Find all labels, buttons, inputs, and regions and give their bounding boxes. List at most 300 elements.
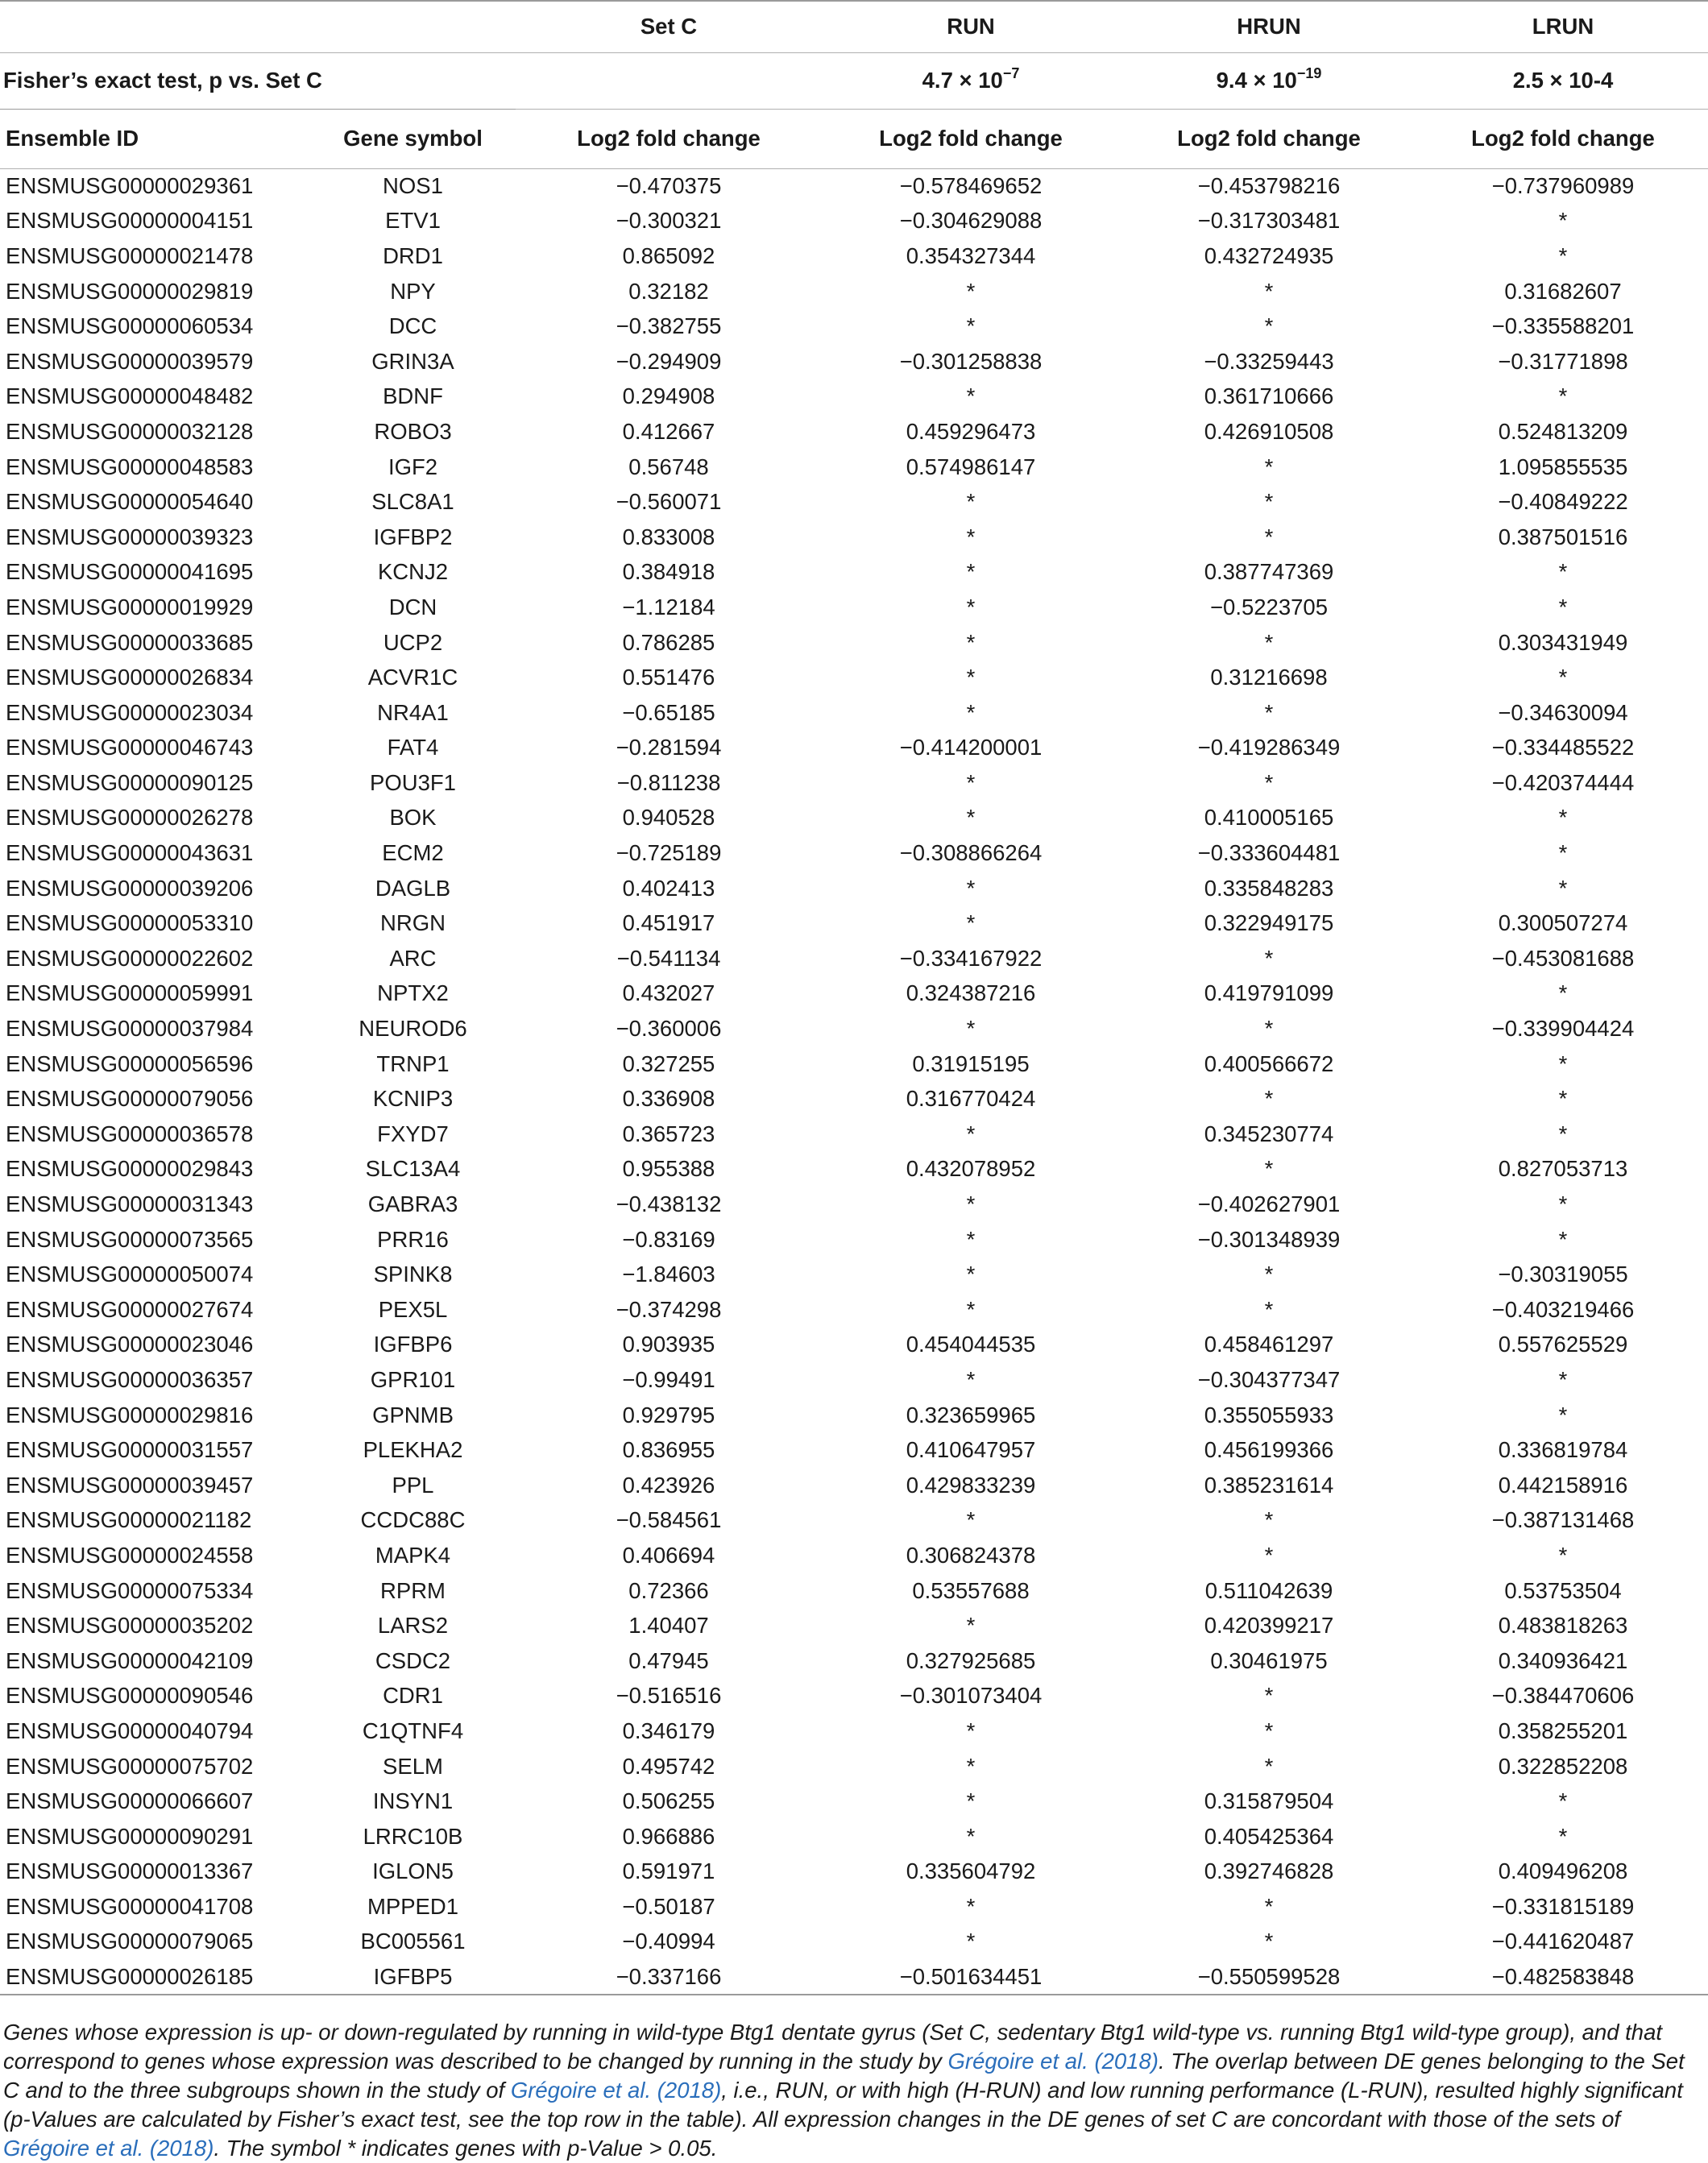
lrun-value-cell: −0.387131468 [1491,1507,1635,1533]
gene-symbol-cell: PRR16 [377,1226,449,1252]
hrun-value-cell: * [1264,1893,1274,1919]
setc-value-cell: 0.432027 [622,980,715,1006]
hrun-value-cell: −0.402627901 [1197,1191,1341,1217]
gene-symbol-cell: SELM [383,1753,443,1779]
ensemble-id-cell: ENSMUSG00000032128 [6,418,254,444]
gene-symbol-cell: PLEKHA2 [363,1437,463,1463]
lrun-value-cell: * [1558,980,1568,1006]
lrun-value-cell: * [1558,1402,1568,1427]
ensemble-id-cell: ENSMUSG00000040794 [6,1718,254,1743]
lrun-value-cell: −0.441620487 [1491,1929,1635,1954]
run-value-cell: * [966,699,976,725]
setc-value-cell: 0.384918 [622,559,715,585]
blank-header-cell [0,1,310,52]
gene-symbol-cell: NPTX2 [377,980,449,1006]
hrun-value-cell: * [1264,1753,1274,1779]
gene-symbol-cell: RPRM [380,1577,446,1603]
run-value-cell: 0.324387216 [906,980,1036,1006]
run-value-cell: * [966,1788,976,1814]
fisher-lrun-p: 2.5 × 10-4 [1418,52,1708,109]
hrun-log2fc-header: Log2 fold change [1177,126,1361,151]
table-row [0,414,1708,450]
run-value-cell: * [966,383,976,409]
run-value-cell: * [966,665,976,690]
lrun-value-cell: * [1558,1788,1568,1814]
gene-symbol-cell: BDNF [383,383,443,409]
lrun-value-cell: * [1558,1086,1568,1112]
run-value-cell: * [966,1016,976,1042]
ensemble-id-cell: ENSMUSG00000042109 [6,1647,254,1673]
run-value-cell: * [966,1823,976,1849]
ensemble-id-cell: ENSMUSG00000026185 [0,1959,310,1995]
ensemble-id-cell: ENSMUSG00000023046 [6,1332,254,1357]
hrun-value-cell: * [1264,945,1274,971]
ensemble-id-cell: ENSMUSG00000027674 [6,1296,254,1322]
hrun-value-cell: −0.419286349 [1197,735,1341,760]
ensemble-id-cell: ENSMUSG00000053310 [6,910,254,936]
ensemble-id-cell: ENSMUSG00000026278 [6,805,254,831]
table-row [0,450,1708,485]
lrun-value-cell: 0.340936421 [1498,1647,1628,1673]
run-value-cell: * [966,559,976,585]
run-value-cell: −0.414200001 [899,735,1043,760]
lrun-value-cell: 0.336819784 [1498,1437,1628,1463]
ensemble-id-cell: ENSMUSG00000048583 [6,454,254,479]
setc-value-cell: 0.929795 [622,1402,715,1427]
lrun-value-cell: * [1558,1191,1568,1217]
ensemble-id-cell: ENSMUSG00000041708 [6,1893,254,1919]
ensemble-id-cell: ENSMUSG00000060534 [6,313,254,339]
table-row [0,801,1708,836]
gene-symbol-cell: IGLON5 [372,1858,454,1884]
table-row [0,1713,1708,1749]
hrun-value-cell: 0.456199366 [1204,1437,1334,1463]
ensemble-id-cell: ENSMUSG00000026834 [6,665,254,690]
table-row [0,1046,1708,1082]
lrun-value-cell: * [1558,1823,1568,1849]
gene-symbol-cell: UCP2 [383,629,443,655]
gene-symbol-cell: POU3F1 [370,769,456,795]
table-row [0,590,1708,625]
gene-symbol-cell: SPINK8 [373,1262,453,1287]
ensemble-id-cell: ENSMUSG00000024558 [6,1542,254,1568]
setc-value-cell: −0.811238 [616,769,721,795]
reference-link[interactable]: Grégoire et al. (2018) [3,2136,214,2161]
lrun-value-cell: 0.827053713 [1498,1156,1628,1182]
gene-symbol-cell: ARC [389,945,437,971]
hrun-value-cell: −0.333604481 [1197,840,1341,866]
run-value-cell: * [966,1718,976,1743]
table-row [0,1468,1708,1503]
run-value-cell: * [966,1753,976,1779]
run-value-cell: 0.459296473 [906,418,1036,444]
hrun-value-cell: 0.420399217 [1204,1613,1334,1639]
ensemble-id-cell: ENSMUSG00000029361 [6,173,254,199]
hrun-value-cell: 0.30461975 [1210,1647,1328,1673]
table-row [0,1854,1708,1890]
setc-value-cell: −0.99491 [622,1366,715,1392]
lrun-value-cell: −0.40849222 [1498,489,1628,515]
hrun-value-cell: −0.317303481 [1197,208,1341,234]
lrun-value-cell: * [1558,875,1568,901]
hrun-value-cell: * [1264,1016,1274,1042]
lrun-value-cell: 0.358255201 [1498,1718,1628,1743]
setc-value-cell: 0.402413 [622,875,715,901]
setc-value-cell: 0.955388 [622,1156,715,1182]
table-row [0,1432,1708,1468]
table-row [0,660,1708,695]
hrun-value-cell: * [1264,313,1274,339]
run-value-cell: * [966,524,976,549]
gene-symbol-cell: NEUROD6 [359,1016,467,1042]
table-row [0,344,1708,379]
table-row [0,1608,1708,1643]
setc-value-cell: −0.584561 [616,1507,722,1533]
ensemble-id-cell: ENSMUSG00000048482 [6,383,254,409]
table-row [0,1538,1708,1573]
hrun-value-cell: * [1264,524,1274,549]
table-row [0,731,1708,766]
table-row [0,1152,1708,1187]
lrun-value-cell: −0.403219466 [1491,1296,1635,1322]
lrun-value-cell: * [1558,1050,1568,1076]
blank-header-cell [310,1,516,52]
setc-value-cell: 1.40407 [628,1613,709,1639]
gene-symbol-cell: DRD1 [383,242,443,268]
gene-symbol-cell: CSDC2 [375,1647,451,1673]
gene-symbol-cell: TRNP1 [376,1050,450,1076]
run-value-cell: −0.308866264 [899,840,1043,866]
gene-symbol-cell: PEX5L [378,1296,448,1322]
lrun-value-cell: 0.483818263 [1498,1613,1628,1639]
ensemble-id-cell: ENSMUSG00000035202 [6,1613,254,1639]
lrun-value-cell: * [1558,1542,1568,1568]
setc-value-cell: −0.65185 [622,699,715,725]
table-row [0,941,1708,976]
hrun-value-cell: 0.419791099 [1204,980,1334,1006]
run-value-cell: * [966,1121,976,1146]
blank-fisher-cell [516,52,822,109]
reference-link[interactable]: Grégoire et al. (2018) [947,2049,1159,2074]
setc-value-cell: −0.300321 [616,208,722,234]
table-row [0,1925,1708,1960]
hrun-value-cell: 0.410005165 [1204,805,1334,831]
table-row [0,238,1708,274]
set-c-header: Set C [640,14,698,39]
ensemble-id-cell: ENSMUSG00000029843 [6,1156,254,1182]
gene-symbol-cell: NPY [390,278,436,304]
setc-value-cell: −1.84603 [622,1262,715,1287]
gene-symbol-cell: NR4A1 [377,699,449,725]
hrun-value-cell: 0.511042639 [1204,1577,1333,1603]
hrun-value-cell: 0.400566672 [1204,1050,1334,1076]
lrun-value-cell: 0.409496208 [1498,1858,1628,1884]
lrun-value-cell: * [1558,383,1568,409]
reference-link[interactable]: Grégoire et al. (2018) [510,2078,722,2103]
lrun-value-cell: * [1558,559,1568,585]
setc-value-cell: −0.438132 [616,1191,722,1217]
run-value-cell: 0.316770424 [906,1086,1036,1112]
table-row [0,625,1708,661]
gene-symbol-cell: GABRA3 [367,1191,458,1217]
setc-value-cell: −0.470375 [616,173,722,199]
hrun-value-cell: 0.315879504 [1204,1788,1334,1814]
table-row [0,1398,1708,1433]
hrun-value-cell: 0.355055933 [1204,1402,1334,1427]
run-value-cell: −0.301258838 [899,348,1043,374]
column-header-row [0,109,1708,168]
run-value-cell: * [966,1366,976,1392]
run-value-cell: 0.335604792 [906,1858,1036,1884]
setc-value-cell: 0.865092 [622,242,715,268]
run-value-cell: −0.578469652 [899,173,1043,199]
setc-value-cell: 0.786285 [622,629,715,655]
setc-value-cell: 0.506255 [622,1788,715,1814]
run-value-cell: 0.31915195 [912,1050,1030,1076]
setc-value-cell: 0.451917 [622,910,715,936]
gene-symbol-cell: IGFBP2 [373,524,453,549]
setc-value-cell: 0.940528 [622,805,715,831]
gene-symbol-header: Gene symbol [310,109,516,168]
gene-symbol-cell: GRIN3A [371,348,454,374]
ensemble-id-cell: ENSMUSG00000073565 [6,1226,254,1252]
gene-symbol-cell: NRGN [380,910,446,936]
table-row [0,1643,1708,1679]
run-value-cell: −0.301073404 [899,1683,1043,1709]
fisher-label [0,52,516,109]
fisher-run-exp: −7 [1002,64,1020,81]
ensemble-id-cell: ENSMUSG00000023034 [6,699,254,725]
hrun-value-cell: −0.550599528 [1120,1959,1418,1995]
hrun-value-cell: * [1264,699,1274,725]
lrun-value-cell: −0.420374444 [1491,769,1635,795]
ensemble-id-cell: ENSMUSG00000029819 [6,278,254,304]
gene-symbol-cell: IGFBP5 [310,1959,516,1995]
gene-symbol-cell: FAT4 [387,735,439,760]
lrun-value-cell: 0.53753504 [1504,1577,1622,1603]
lrun-value-cell: 0.524813209 [1498,418,1628,444]
table-row [0,1749,1708,1784]
gene-symbol-cell: ECM2 [382,840,444,866]
ensemble-id-cell: ENSMUSG00000031557 [6,1437,254,1463]
hrun-value-cell: −0.33259443 [1204,348,1334,374]
run-value-cell: * [966,1262,976,1287]
lrun-value-cell: −0.453081688 [1491,945,1635,971]
ensemble-id-cell: ENSMUSG00000054640 [6,489,254,515]
setc-value-cell: 0.365723 [622,1121,715,1146]
table-row [0,1187,1708,1222]
ensemble-id-cell: ENSMUSG00000059991 [6,980,254,1006]
lrun-value-cell: 0.303431949 [1498,629,1628,655]
run-value-cell: * [966,1296,976,1322]
setc-value-cell: 0.327255 [622,1050,715,1076]
run-value-cell: * [966,1893,976,1919]
setc-value-cell: 0.423926 [622,1472,715,1498]
fisher-hrun-base: 9.4 × 10 [1216,68,1297,93]
ensemble-id-cell: ENSMUSG00000075334 [6,1577,254,1603]
lrun-value-cell: 0.300507274 [1498,910,1628,936]
lrun-value-cell: * [1558,840,1568,866]
setc-value-cell: 0.833008 [622,524,715,549]
ensemble-id-header: Ensemble ID [0,109,310,168]
table-body [0,168,1708,1995]
setc-value-cell: −0.560071 [616,489,722,515]
table-row [0,1784,1708,1819]
gene-symbol-cell: BOK [389,805,437,831]
setc-value-cell: −0.337166 [516,1959,822,1995]
run-value-cell: 0.323659965 [906,1402,1036,1427]
hrun-value-cell: 0.335848283 [1204,875,1334,901]
ensemble-id-cell: ENSMUSG00000090125 [6,769,254,795]
hrun-value-cell: 0.385231614 [1204,1472,1334,1498]
setc-value-cell: 0.56748 [628,454,709,479]
run-value-cell: * [966,278,976,304]
run-value-cell: 0.574986147 [906,454,1036,479]
gene-symbol-cell: SLC13A4 [365,1156,461,1182]
lrun-value-cell: −0.334485522 [1491,735,1635,760]
table-row [0,1889,1708,1925]
ensemble-id-cell: ENSMUSG00000021182 [6,1507,252,1533]
ensemble-id-cell: ENSMUSG00000039206 [6,875,254,901]
run-value-cell: 0.432078952 [906,1156,1036,1182]
set-header-row [0,1,1708,52]
lrun-value-cell: −0.737960989 [1491,173,1635,199]
lrun-value-cell: −0.331815189 [1491,1893,1635,1919]
run-value-cell: * [966,769,976,795]
run-value-cell: −0.334167922 [899,945,1043,971]
ensemble-id-cell: ENSMUSG00000039323 [6,524,254,549]
run-value-cell: 0.429833239 [906,1472,1036,1498]
setc-value-cell: −0.294909 [616,348,722,374]
hrun-value-cell: −0.304377347 [1197,1366,1341,1392]
table-row [0,871,1708,906]
table-row [0,835,1708,871]
run-value-cell: −0.304629088 [899,208,1043,234]
hrun-value-cell: 0.322949175 [1204,910,1334,936]
table-row [0,1959,1708,1995]
setc-value-cell: 0.32182 [628,278,709,304]
gene-symbol-cell: CDR1 [383,1683,443,1709]
lrun-value-cell: * [1558,1226,1568,1252]
lrun-value-cell: 0.31682607 [1504,278,1622,304]
hrun-value-cell: 0.387747369 [1204,559,1334,585]
table-row [0,204,1708,239]
gene-symbol-cell: ROBO3 [374,418,452,444]
table-row [0,1222,1708,1258]
setc-value-cell: 0.591971 [622,1858,715,1884]
lrun-value-cell: −0.31771898 [1498,348,1628,374]
run-value-cell: * [966,875,976,901]
gene-symbol-cell: FXYD7 [377,1121,449,1146]
lrun-value-cell: 0.322852208 [1498,1753,1628,1779]
gene-symbol-cell: PPL [392,1472,434,1498]
hrun-header: HRUN [1237,14,1301,39]
gene-symbol-cell: ETV1 [385,208,441,234]
ensemble-id-cell: ENSMUSG00000022602 [6,945,254,971]
run-value-cell: * [966,1226,976,1252]
table-row [0,1011,1708,1046]
run-value-cell: 0.327925685 [906,1647,1036,1673]
hrun-value-cell: * [1264,278,1274,304]
hrun-value-cell: 0.426910508 [1204,418,1334,444]
table-row [0,274,1708,309]
table-row [0,765,1708,801]
run-value-cell: 0.454044535 [906,1332,1036,1357]
footnote-part-2: . The overlap between DE genes belonging to the Set C and to the three subgroups shown in the study of [3,2049,1685,2103]
hrun-value-cell: * [1264,1718,1274,1743]
lrun-value-cell: −0.30319055 [1498,1262,1628,1287]
ensemble-id-cell: ENSMUSG00000036357 [6,1366,254,1392]
fisher-run-p [822,52,1120,109]
setc-value-cell: −0.50187 [622,1893,715,1919]
gene-symbol-cell: MAPK4 [375,1542,451,1568]
hrun-value-cell: 0.392746828 [1204,1858,1334,1884]
table-row [0,695,1708,731]
ensemble-id-cell: ENSMUSG00000039457 [6,1472,254,1498]
gene-symbol-cell: IGF2 [388,454,438,479]
hrun-value-cell: −0.453798216 [1197,173,1341,199]
setc-value-cell: −0.281594 [616,735,722,760]
setc-value-cell: −0.360006 [616,1016,722,1042]
fisher-label-text: Fisher’s exact test, p vs. Set C [3,68,322,93]
setc-value-cell: 0.551476 [622,665,715,690]
run-value-cell: * [966,489,976,515]
footnote-part-1: Genes whose expression is up- or down-regulated by running in wild-type Btg1 dentate gyrus (Set C, sedentary Btg1 wild-type vs. running Btg1 wild-type group), and that correspond to genes whose expression was described to be changed by running in the study by [3,2020,1663,2074]
run-value-cell: * [966,629,976,655]
gene-symbol-cell: IGFBP6 [373,1332,453,1357]
table-row [0,379,1708,415]
ensemble-id-cell: ENSMUSG00000056596 [6,1050,254,1076]
setc-value-cell: −0.382755 [616,313,722,339]
lrun-value-cell: * [1558,1121,1568,1146]
setc-value-cell: 0.72366 [628,1577,709,1603]
table-row [0,1362,1708,1398]
hrun-value-cell: * [1264,1086,1274,1112]
ensemble-id-cell: ENSMUSG00000019929 [6,594,254,619]
hrun-value-cell: −0.5223705 [1209,594,1329,619]
setc-value-cell: −0.374298 [616,1296,722,1322]
table-row [0,1573,1708,1609]
run-value-cell: * [966,1507,976,1533]
run-value-cell: * [966,1613,976,1639]
gene-symbol-cell: CCDC88C [360,1507,466,1533]
lrun-value-cell: * [1558,242,1568,268]
lrun-value-cell: * [1558,594,1568,619]
setc-value-cell: −0.516516 [616,1683,722,1709]
table-row [0,1679,1708,1714]
run-value-cell: * [966,313,976,339]
ensemble-id-cell: ENSMUSG00000033685 [6,629,254,655]
footnote-part-3: , i.e., RUN, or with high (H-RUN) and low running performance (L-RUN), resulted highly significant (p-Values are calculated by Fisher’s exact test, see the top row in the table). All expression changes in the DE genes of set C are concordant with those of the sets of [3,2078,1683,2132]
gene-symbol-cell: DCC [388,313,437,339]
gene-symbol-cell: MPPED1 [367,1893,459,1919]
hrun-value-cell: * [1264,629,1274,655]
gene-symbol-cell: C1QTNF4 [362,1718,464,1743]
ensemble-id-cell: ENSMUSG00000075702 [6,1753,254,1779]
hrun-value-cell: * [1264,454,1274,479]
lrun-log2fc-header: Log2 fold change [1471,126,1655,151]
gene-symbol-cell: KCNIP3 [372,1086,454,1112]
hrun-value-cell: 0.361710666 [1204,383,1334,409]
ensemble-id-cell: ENSMUSG00000066607 [6,1788,254,1814]
ensemble-id-cell: ENSMUSG00000031343 [6,1191,254,1217]
table-row [0,1292,1708,1328]
gene-symbol-cell: SLC8A1 [371,489,454,515]
ensemble-id-cell: ENSMUSG00000041695 [6,559,254,585]
hrun-value-cell: * [1264,1296,1274,1322]
hrun-value-cell: 0.405425364 [1204,1823,1334,1849]
ensemble-id-cell: ENSMUSG00000090546 [6,1683,254,1709]
